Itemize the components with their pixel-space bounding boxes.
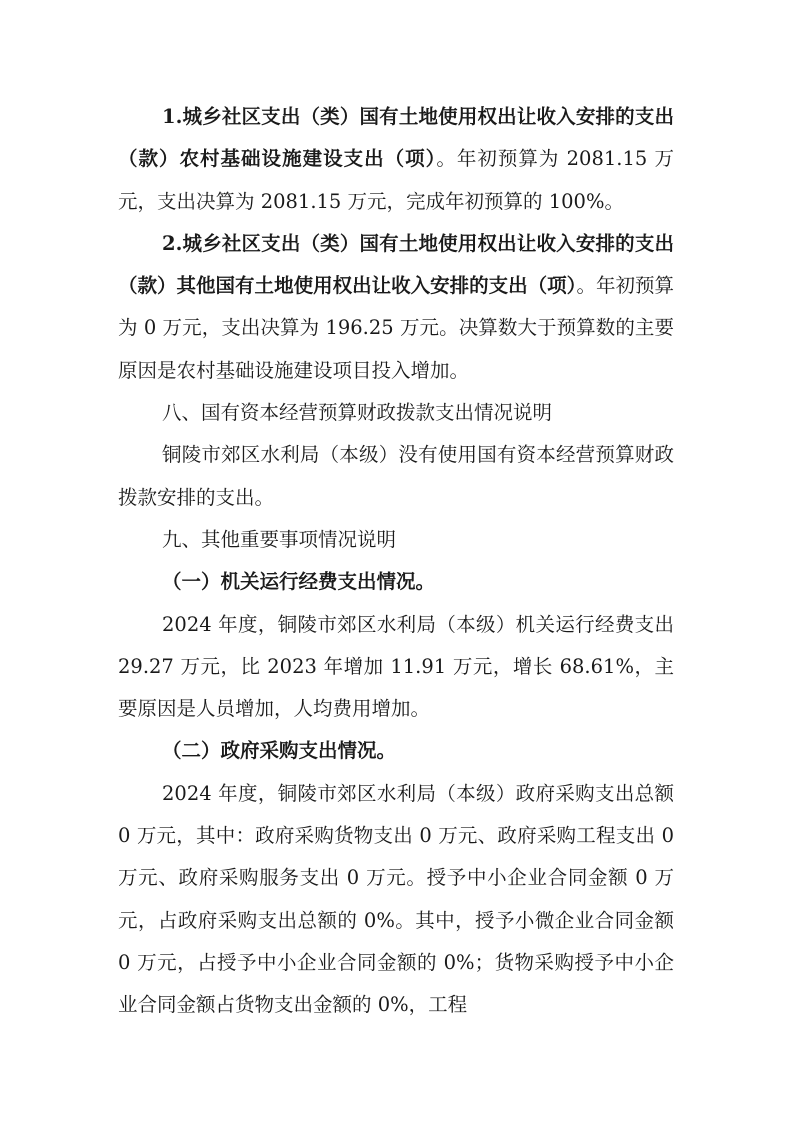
section-9-heading: 九、其他重要事项情况说明 [162, 527, 397, 551]
item-1-text: 。年初预算为 2081.15 万元，支出决算为 2081.15 万元，完成年初预算的 100%。 [118, 147, 674, 213]
subsection-1-text: 2024 年度，铜陵市郊区水利局（本级）机关运行经费支出 29.27 万元，比 2023 年增加 11.91 万元，增长 68.61%，主要原因是人员增加，人均费用增加。 [118, 612, 674, 721]
item-2-paragraph [118, 223, 674, 392]
item-2-title: 2.城乡社区支出（类）国有土地使用权出让收入安排的支出（款）其他国有土地使用权出让收入安排的支出（项） [118, 231, 674, 298]
document-page [118, 96, 674, 1027]
section-8-heading: 八、国有资本经营预算财政拨款支出情况说明 [162, 401, 553, 425]
item-1-title: 1.城乡社区支出（类）国有土地使用权出让收入安排的支出（款）农村基础设施建设支出（项） [118, 105, 674, 171]
item-2-text: 。年初预算为 0 万元，支出决算为 196.25 万元。决算数大于预算数的主要原因是农村基础设施建设项目投入增加。 [118, 274, 674, 382]
subsection-2-text: 2024 年度，铜陵市郊区水利局（本级）政府采购支出总额 0 万元，其中：政府采购货物支出 0 万元、政府采购工程支出 0 万元、政府采购服务支出 0 万元。授予中小企业合同金额 0 万元，占政府采购支出总额的 0%。其中，授予小微企业合同金额 0 万元，占授予中小企业合同金额的 0%；货物采购授予中小企业合同金额占货物支出金额的 0%，工程 [118, 781, 674, 1017]
section-8-text: 铜陵市郊区水利局（本级）没有使用国有资本经营预算财政拨款安排的支出。 [118, 443, 674, 509]
item-1-paragraph [118, 96, 674, 223]
subsection-1-heading: （一）机关运行经费支出情况。 [162, 570, 436, 594]
subsection-2-heading: （二）政府采购支出情况。 [162, 739, 397, 763]
